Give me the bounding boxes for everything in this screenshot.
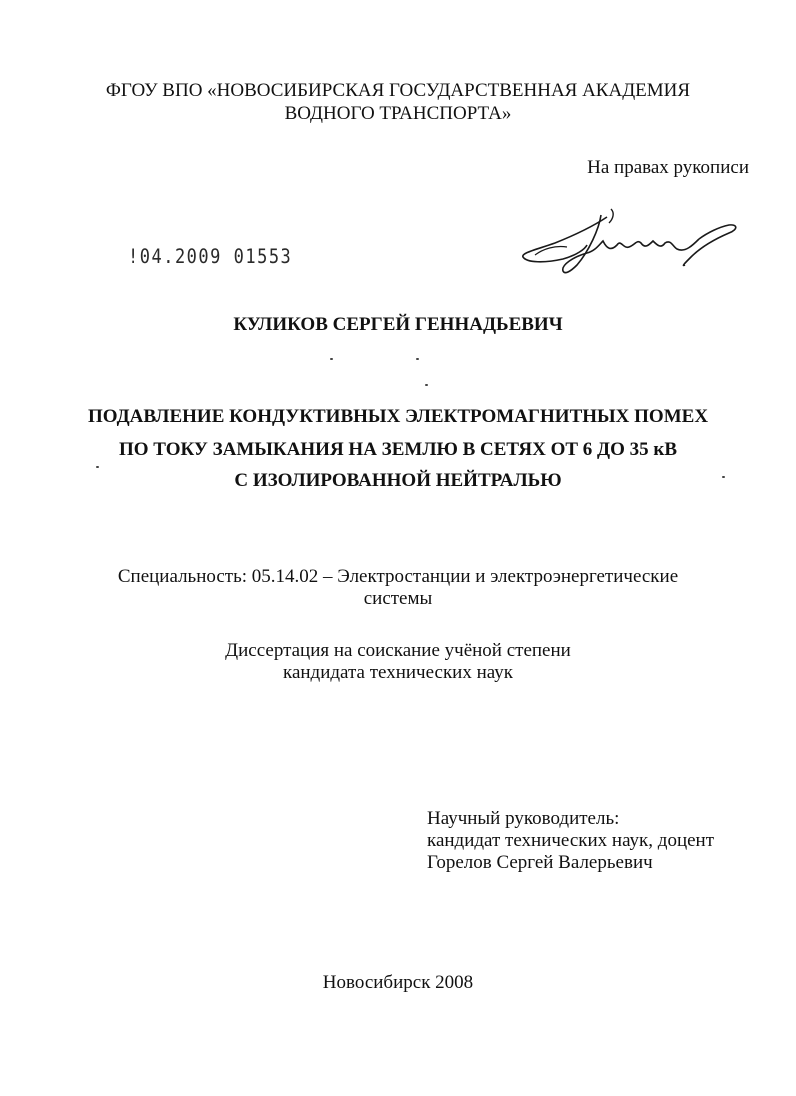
signature-image [515, 205, 745, 285]
institution-line-2: ВОДНОГО ТРАНСПОРТА» [284, 103, 512, 124]
specialty-line-1: Специальность: 05.14.02 – Электростанции и электроэнергетические [117, 566, 679, 587]
city-year: Новосибирск 2008 [322, 972, 474, 993]
supervisor-name: Горелов Сергей Валерьевич [427, 852, 653, 873]
scan-speck [416, 358, 419, 360]
title-line-3: С ИЗОЛИРОВАННОЙ НЕЙТРАЛЬЮ [234, 470, 562, 491]
supervisor-label: Научный руководитель: [427, 808, 620, 829]
title-line-2: ПО ТОКУ ЗАМЫКАНИЯ НА ЗЕМЛЮ В СЕТЯХ ОТ 6 ДО 35 кВ [118, 439, 678, 460]
title-line-1: ПОДАВЛЕНИЕ КОНДУКТИВНЫХ ЭЛЕКТРОМАГНИТНЫХ ПОМЕХ [87, 406, 709, 427]
supervisor-degree: кандидат технических наук, доцент [427, 830, 715, 851]
dissertation-line-1: Диссертация на соискание учёной степени [225, 640, 571, 661]
scan-speck [425, 384, 428, 386]
library-stamp-number: !04.2009 01553 [128, 245, 293, 269]
dissertation-line-2: кандидата технических наук [283, 662, 513, 683]
author-name: КУЛИКОВ СЕРГЕЙ ГЕННАДЬЕВИЧ [233, 314, 563, 335]
scan-speck [96, 466, 99, 468]
manuscript-note: На правах рукописи [587, 157, 749, 178]
scan-speck [330, 358, 333, 360]
specialty-line-2: системы [363, 588, 433, 609]
institution-line-1: ФГОУ ВПО «НОВОСИБИРСКАЯ ГОСУДАРСТВЕННАЯ АКАДЕМИЯ [105, 80, 691, 101]
